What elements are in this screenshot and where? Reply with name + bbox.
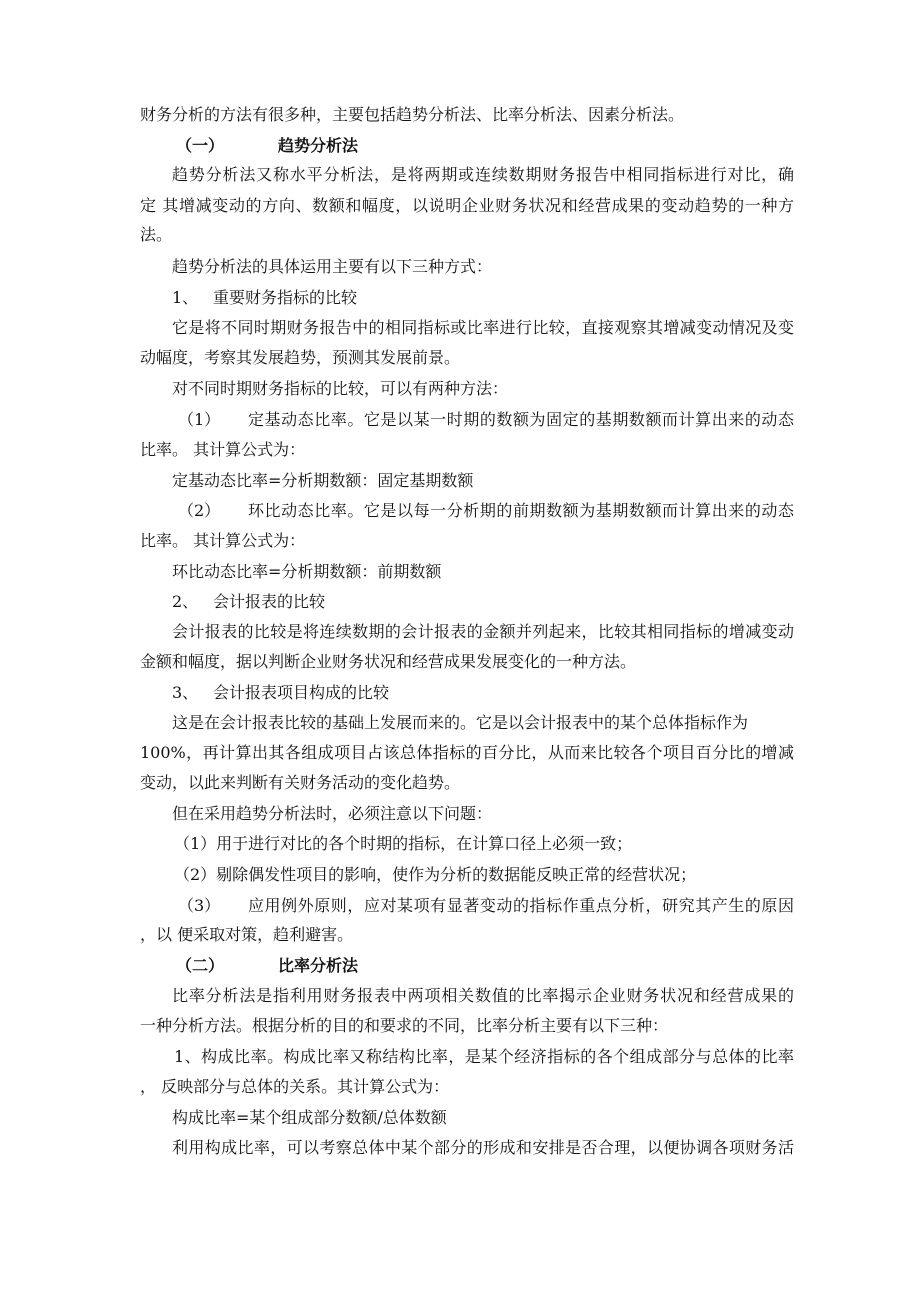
method2-text: 比率。 其计算公式为： [140,531,306,550]
s1-definition-line [0,190,920,221]
caution-item [0,828,920,859]
item2-number: 2、 [172,592,199,611]
item3-title: 会计报表项目构成的比较 [213,683,390,702]
s2-item1-line [0,1071,920,1102]
s1-modes-text: 趋势分析法的具体运用主要有以下三种方式： [172,257,493,276]
item3-desc-line [0,737,920,768]
s1-modes-paragraph [0,251,920,282]
method1-line [0,434,920,465]
section2-number: （二） [176,956,225,975]
method1-formula-text: 定基动态比率=分析期数额：固定基期数额 [172,471,474,490]
s2-item1-text: ， 反映部分与总体的关系。其计算公式为： [140,1077,450,1096]
caution-intro-text: 但在采用趋势分析法时，必须注意以下问题： [172,804,493,823]
item2-desc-line [0,616,920,647]
item3-desc-line [0,767,920,798]
s2-formula [0,1102,920,1133]
section1-title: 趋势分析法 [278,136,359,155]
item2-heading [0,586,920,617]
section1-heading [0,130,920,161]
item1-number: 1、 [172,288,199,307]
method2-line [0,495,920,526]
item2-desc-text: 金额和幅度，据以判断企业财务状况和经营成果发展变化的一种方法。 [140,652,637,671]
item2-title: 会计报表的比较 [213,592,326,611]
method2-formula [0,556,920,587]
s2-def-text: 一种分析方法。根据分析的目的和要求的不同，比率分析主要有以下三种： [140,1016,669,1035]
method1-number: （1） [178,410,221,429]
s2-item1-line [0,1041,920,1072]
caution3-text: ，以 便采取对策，趋利避害。 [140,925,354,944]
item3-desc-text: 100%，再计算出其各组成项目占该总体指标的百分比，从而来比较各个项目百分比的增减 [140,743,794,762]
s2-last-text: 利用构成比率，可以考察总体中某个部分的形成和安排是否合理，以便协调各项财务活 [172,1138,794,1157]
s2-item1-text: 1、构成比率。构成比率又称结构比率，是某个经济指标的各个组成部分与总体的比率 [174,1047,794,1066]
caution-intro [0,798,920,829]
method1-formula [0,465,920,496]
method2-line [0,525,920,556]
item1-desc-line [0,342,920,373]
section1-number: （一） [176,136,225,155]
caution-item-text: （2）剔除偶发性项目的影响，使作为分析的数据能反映正常的经营状况； [174,865,697,884]
s1-definition-line [0,159,920,190]
caution-item [0,859,920,890]
s2-formula-text: 构成比率=某个组成部分数额/总体数额 [172,1108,447,1127]
s1-def-text: 趋势分析法又称水平分析法，是将两期或连续数期财务报告中相同指标进行对比，确 [172,165,794,184]
method2-number: （2） [178,501,221,520]
s2-definition-line [0,980,920,1011]
item3-heading [0,677,920,708]
item3-desc-line [0,707,920,738]
item1-desc-text: 动幅度，考察其发展趋势，预测其发展前景。 [140,348,461,367]
s2-def-text: 比率分析法是指利用财务报表中两项相关数值的比率揭示企业财务状况和经营成果的 [172,986,794,1005]
method2-text: 环比动态比率。它是以每一分析期的前期数额为基期数额而计算出来的动态 [248,501,794,520]
caution-item [0,919,920,950]
item1-methods-text: 对不同时期财务指标的比较，可以有两种方法： [172,379,509,398]
caution3-text: 应用例外原则，应对某项有显著变动的指标作重点分析，研究其产生的原因 [248,896,794,915]
method1-line [0,404,920,435]
caution-item [0,890,920,921]
item2-desc-line [0,646,920,677]
section2-heading [0,950,920,981]
s1-def-text: 定 其增减变动的方向、数额和幅度，以说明企业财务状况和经营成果的变动趋势的一种方 [140,196,794,215]
item2-desc-text: 会计报表的比较是将连续数期的会计报表的金额并列起来，比较其相同指标的增减变动 [172,622,794,641]
caution-item-text: （1）用于进行对比的各个时期的指标，在计算口径上必须一致； [174,834,633,853]
s2-last-line [0,1132,920,1163]
method1-text: 比率。 其计算公式为： [140,440,306,459]
s1-def-text: 法。 [140,225,173,244]
s1-definition-line [0,219,920,250]
item1-methods-paragraph [0,373,920,404]
item1-heading [0,282,920,313]
item3-desc-text: 变动，以此来判断有关财务活动的变化趋势。 [140,773,461,792]
item3-desc-text: 这是在会计报表比较的基础上发展而来的。它是以会计报表中的某个总体指标作为 [172,713,749,732]
item1-title: 重要财务指标的比较 [213,288,358,307]
s2-definition-line [0,1010,920,1041]
method1-text: 定基动态比率。它是以某一时期的数额为固定的基期数额而计算出来的动态 [248,410,794,429]
method2-formula-text: 环比动态比率=分析期数额：前期数额 [172,562,442,581]
item1-desc-text: 它是将不同时期财务报告中的相同指标或比率进行比较，直接观察其增减变动情况及变 [172,318,794,337]
caution3-number: （3） [178,896,221,915]
section2-title: 比率分析法 [278,956,359,975]
intro-text: 财务分析的方法有很多种，主要包括趋势分析法、比率分析法、因素分析法。 [140,105,685,124]
intro-paragraph [0,99,920,130]
item3-number: 3、 [172,683,199,702]
item1-desc-line [0,312,920,343]
